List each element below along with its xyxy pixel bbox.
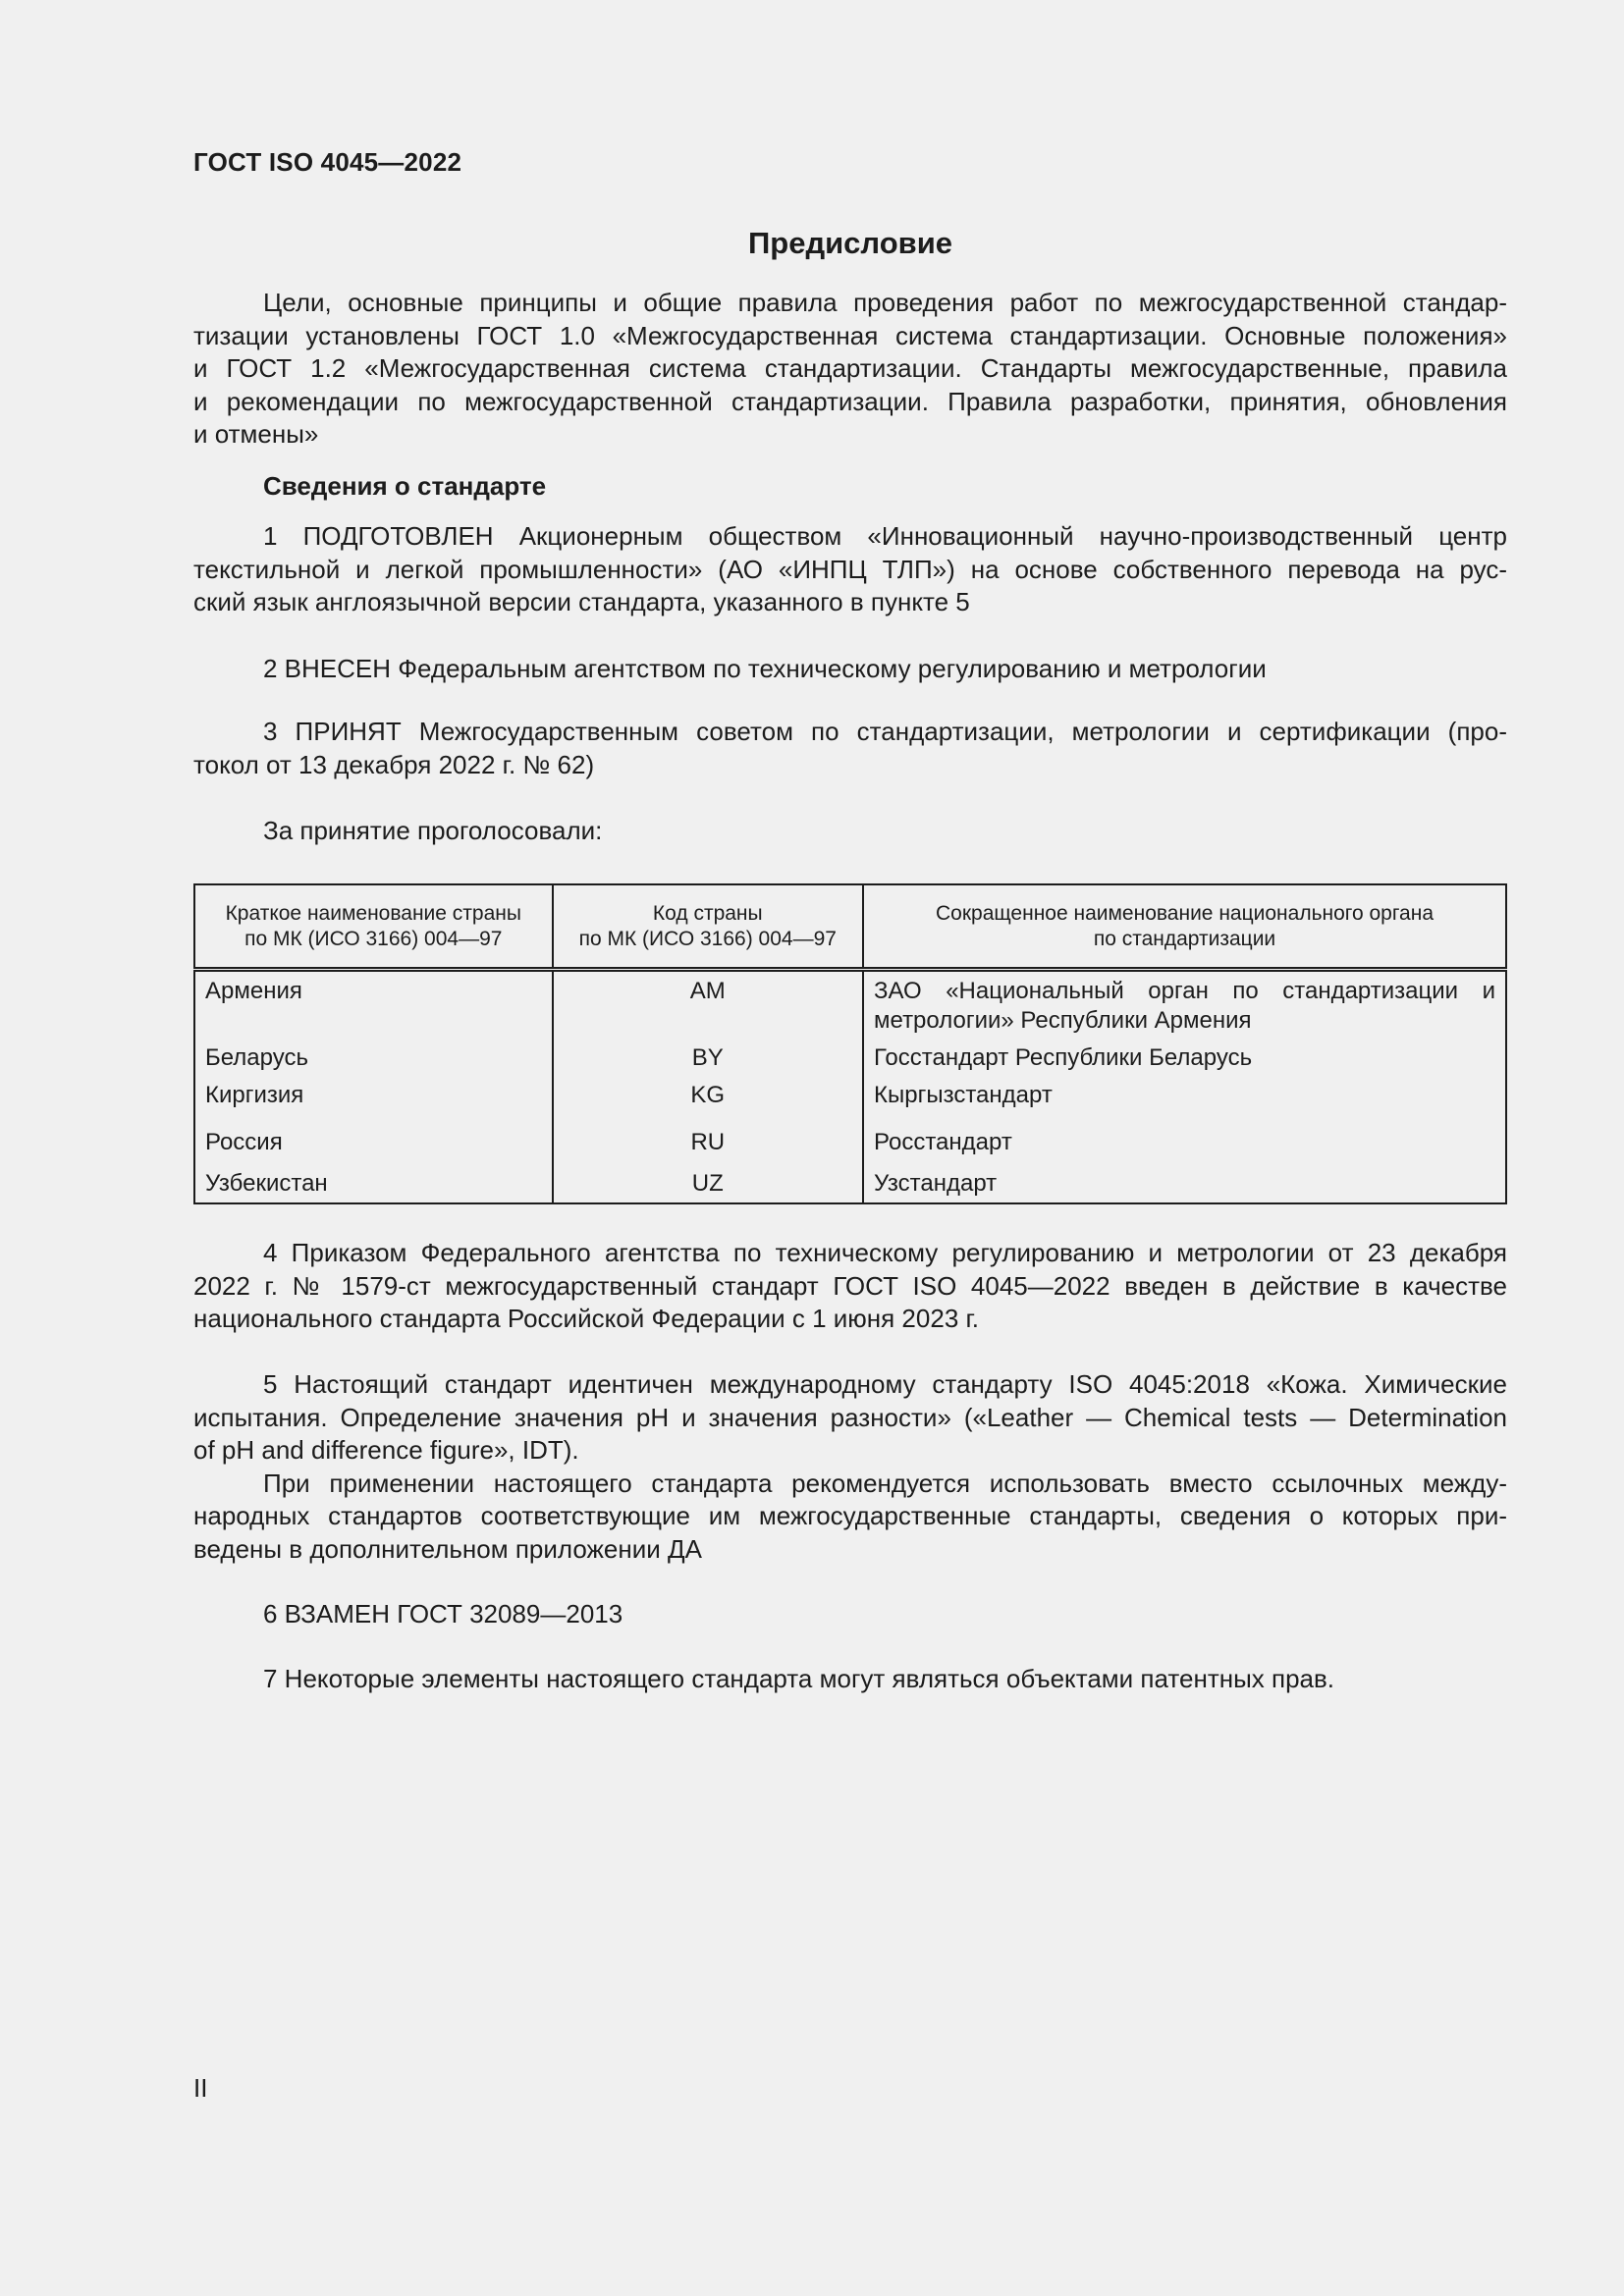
table-header-row (194, 884, 1506, 970)
item-5-line: of pH and difference figure», IDT). (193, 1435, 579, 1465)
document-code: ГОСТ ISO 4045—2022 (193, 147, 462, 177)
code-cell: AM (553, 970, 863, 1044)
code-cell: KG (553, 1081, 863, 1128)
intro-line: и отмены» (193, 419, 319, 449)
item-3-line: токол от 13 декабря 2022 г. № 62) (193, 749, 595, 779)
item-2-line: 2 ВНЕСЕН Федеральным агентством по техническому регулированию и метрологии (263, 654, 1267, 683)
item-7-line: 7 Некоторые элементы настоящего стандарта могут являться объектами патентных прав. (263, 1664, 1335, 1693)
page-number: II (193, 2073, 208, 2103)
table-row (194, 970, 1506, 1044)
item-3-paragraph (193, 716, 1507, 781)
item-4-paragraph (193, 1237, 1507, 1336)
item-1-line: ский язык англоязычной версии стандарта, указанного в пункте 5 (193, 587, 970, 616)
organization-cell: Росстандарт (863, 1128, 1506, 1169)
document-page (193, 0, 1507, 2296)
organization-cell: Узстандарт (863, 1169, 1506, 1203)
organization-line: ЗАО «Национальный орган по стандартизации и (874, 978, 1495, 1004)
column-header-country (194, 884, 553, 970)
organization-cell: Кыргызстандарт (863, 1081, 1506, 1128)
country-cell: Беларусь (194, 1043, 553, 1081)
item-1-paragraph (193, 520, 1507, 619)
header-line: по МК (ИСО 3166) 004—97 (578, 927, 837, 950)
country-cell: Узбекистан (194, 1169, 553, 1203)
item-5-line: 5 Настоящий стандарт идентичен международному стандарту ISO 4045:2018 «Кожа. Химические (263, 1369, 1507, 1399)
page-title: Предисловие (747, 226, 952, 260)
intro-paragraph (193, 287, 1507, 452)
country-cell: Армения (194, 970, 553, 1044)
item-1-line: текстильной и легкой промышленности» (АО «ИНПЦ ТЛП») на основе собственного перевода на рус- (193, 554, 1507, 584)
voting-table (193, 883, 1507, 1204)
item-5b-line: ведены в дополнительном приложении ДА (193, 1533, 702, 1564)
column-header-code (553, 884, 863, 970)
voted-label-text: За принятие проголосовали: (263, 816, 603, 845)
item-4-line: 2022 г. № 1579-ст межгосударственный стандарт ГОСТ ISO 4045—2022 введен в действие в качестве (193, 1270, 1507, 1301)
section-heading: Сведения о стандарте (263, 471, 547, 501)
voted-label (193, 815, 1507, 848)
item-6-paragraph (193, 1598, 1507, 1631)
item-5b-line: При применении настоящего стандарта рекомендуется использовать вместо ссылочных между- (263, 1468, 1507, 1498)
header-line: Краткое наименование страны (225, 901, 521, 925)
item-6-line: 6 ВЗАМЕН ГОСТ 32089—2013 (263, 1599, 623, 1629)
code-cell: UZ (553, 1169, 863, 1203)
country-cell: Россия (194, 1128, 553, 1169)
item-1-line: 1 ПОДГОТОВЛЕН Акционерным обществом «Инновационный научно-производственный центр (263, 521, 1507, 551)
item-4-line: 4 Приказом Федерального агентства по техническому регулированию и метрологии от 23 декабря (263, 1238, 1507, 1267)
header-line: по МК (ИСО 3166) 004—97 (244, 927, 503, 950)
header-line: Код страны (652, 901, 763, 925)
item-5-line: испытания. Определение значения pH и значения разности» («Leather — Chemical tests — Determination (193, 1402, 1507, 1432)
organization-line: метрологии» Республики Армения (874, 1007, 1252, 1034)
table-row (194, 1128, 1506, 1169)
header-line: по стандартизации (1093, 927, 1276, 950)
item-7-paragraph (193, 1663, 1507, 1696)
item-5-paragraph (193, 1368, 1507, 1566)
organization-cell: Госстандарт Республики Беларусь (863, 1043, 1506, 1081)
item-5b-line: народных стандартов соответствующие им межгосударственные стандарты, сведения о которых при- (193, 1501, 1507, 1530)
intro-line: и ГОСТ 1.2 «Межгосударственная система стандартизации. Стандарты межгосударственные, правила (193, 353, 1507, 383)
table-row (194, 1081, 1506, 1128)
item-4-line: национального стандарта Российской Федерации с 1 июня 2023 г. (193, 1304, 980, 1333)
organization-cell (863, 970, 1506, 1044)
code-cell: BY (553, 1043, 863, 1081)
country-cell: Киргизия (194, 1081, 553, 1128)
column-header-organization (863, 884, 1506, 970)
header-line: Сокращенное наименование национального органа (935, 901, 1435, 925)
table-row (194, 1043, 1506, 1081)
intro-line: и рекомендации по межгосударственной стандартизации. Правила разработки, принятия, обновления (193, 386, 1507, 416)
item-2-paragraph (193, 653, 1507, 686)
intro-line: Цели, основные принципы и общие правила проведения работ по межгосударственной стандар- (263, 288, 1507, 317)
table-row (194, 1169, 1506, 1203)
intro-line: тизации установлены ГОСТ 1.0 «Межгосударственная система стандартизации. Основные положения» (193, 320, 1507, 350)
item-3-line: 3 ПРИНЯТ Межгосударственным советом по стандартизации, метрологии и сертификации (про- (263, 717, 1507, 746)
code-cell: RU (553, 1128, 863, 1169)
